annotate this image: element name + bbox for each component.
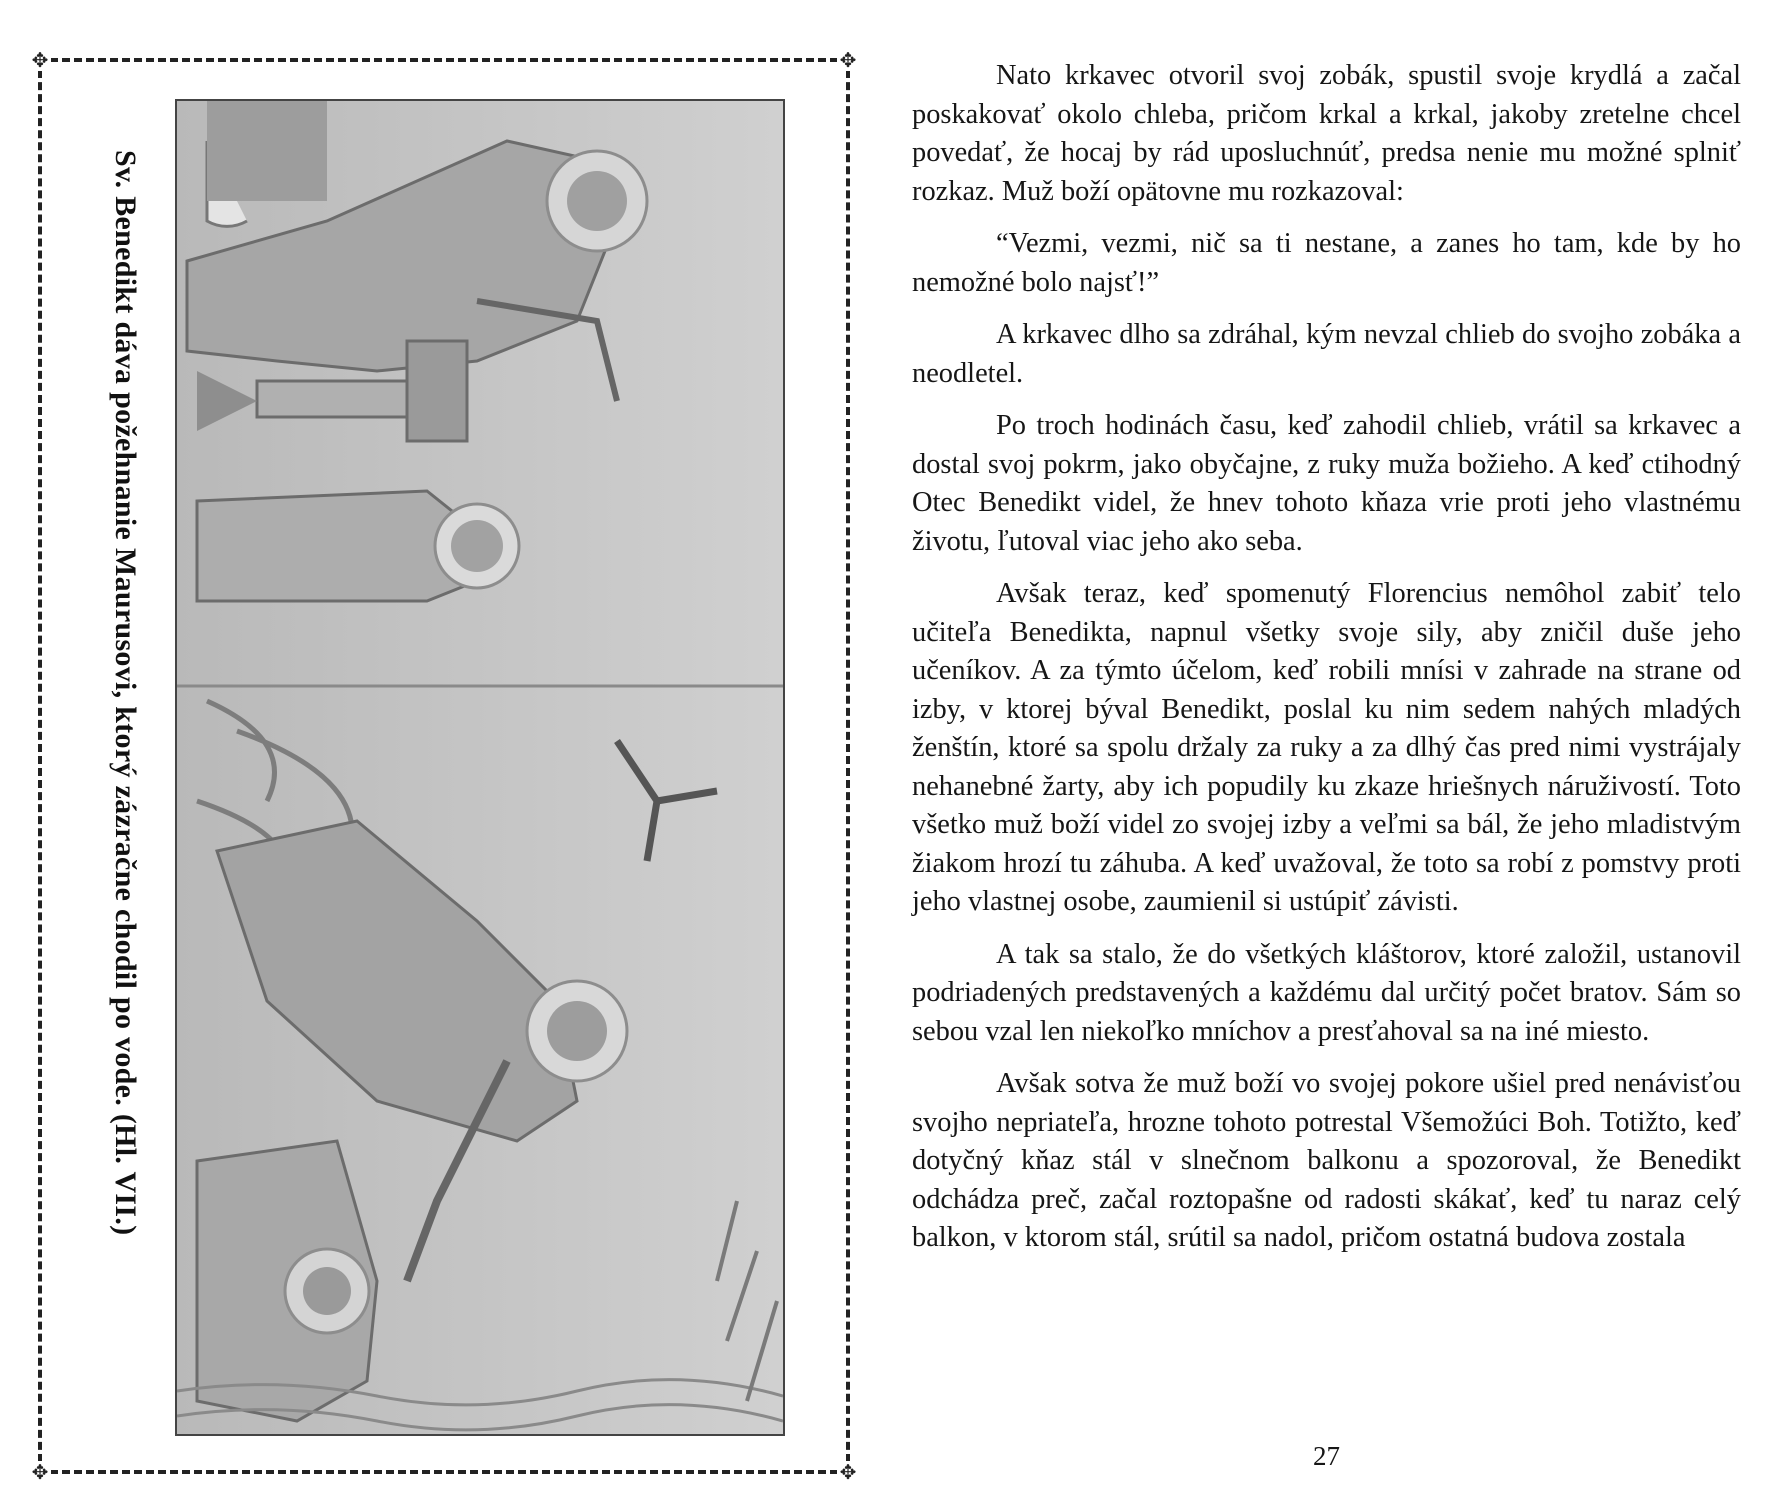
corner-ornament-icon: ✥: [29, 49, 51, 71]
page-number: 27: [1313, 1441, 1340, 1471]
paragraph: “Vezmi, vezmi, nič sa ti nestane, a zanes ho tam, kde by ho nemožné bolo najsť!”: [912, 228, 1741, 298]
paragraph: Po troch hodinách času, keď zahodil chlieb, vrátil sa krkavec a dostal svoj pokrm, jako obyčajne, z ruky muža božieho. A keď ctihodný Otec Benedikt videl, že hnev tohoto kňaza vrie proti jeho vlastnému životu, ľutoval viac jeho ako seba.: [912, 410, 1741, 557]
paragraph: Avšak teraz, keď spomenutý Florencius nemôhol zabiť telo učiteľa Benedikta, napnul všetky svoje sily, aby zničil duše jeho učeníkov. A za týmto účelom, keď robili mnísi v zahrade na strane od izby, v ktorej býval Benedikt, poslal ku nim sedem nahých mladých ženštín, ktoré sa spolu držaly za ruky a za dlhý čas pred nimi vystrájaly nehanebné žarty, aby ich popudily ku zkaze hriešnych náruživostí. Toto všetko muž boží videl zo svojej izby a veľmi sa bál, že jeho mladistvým žiakom hrozí tu záhuba. A keď uvažoval, že toto sa robí z pomstvy proti jeho vlastnej osobe, zaumienil si ustúpiť závisti.: [912, 578, 1741, 917]
paragraph: Nato krkavec otvoril svoj zobák, spustil svoje krydlá a začal poskakovať okolo chleba, pričom krkal a krkal, jakoby zretelne chcel povedať, že hocaj by rád uposluchnúť, predsa nenie mu možné splniť rozkaz. Muž boží opätovne mu rozkazoval:: [912, 60, 1741, 207]
paragraph: Avšak sotva že muž boží vo svojej pokore ušiel pred nenávisťou svojho nepriateľa, hrozne tohoto potrestal Všemožúci Boh. Totižto, keď dotyčný kňaz stál v slnečnom balkonu a spozoroval, že Benedikt odchádza preč, začal roztopašne od radosti skákať, keď tu naraz celý balkon, v ktorom stál, srútil sa nadol, pričom ostatná budova zostala: [912, 1068, 1741, 1253]
plate-caption-container: [100, 150, 150, 1420]
paragraph: A tak sa stalo, že do všetkých kláštorov, ktoré založil, ustanovil podriadených predstavených a každému dal určitý počet bratov. Sám so sebou vzal len niekoľko mníchov a presťahoval sa na iné miesto.: [912, 938, 1741, 1047]
corner-ornament-icon: ✥: [837, 49, 859, 71]
paragraph: A krkavec dlho sa zdráhal, kým nevzal chlieb do svojho zobáka a neodletel.: [912, 319, 1741, 389]
plate-caption: Sv. Benedikt dáva požehnanie Maurusovi, ktorý zázračne chodil po vode. (Hl. VII.): [109, 150, 142, 1236]
plate-illustration: [175, 99, 785, 1436]
corner-ornament-icon: ✥: [837, 1461, 859, 1483]
corner-ornament-icon: ✥: [29, 1461, 51, 1483]
body-text: [912, 57, 1741, 1272]
engraving-illustration-icon: [177, 101, 783, 1434]
